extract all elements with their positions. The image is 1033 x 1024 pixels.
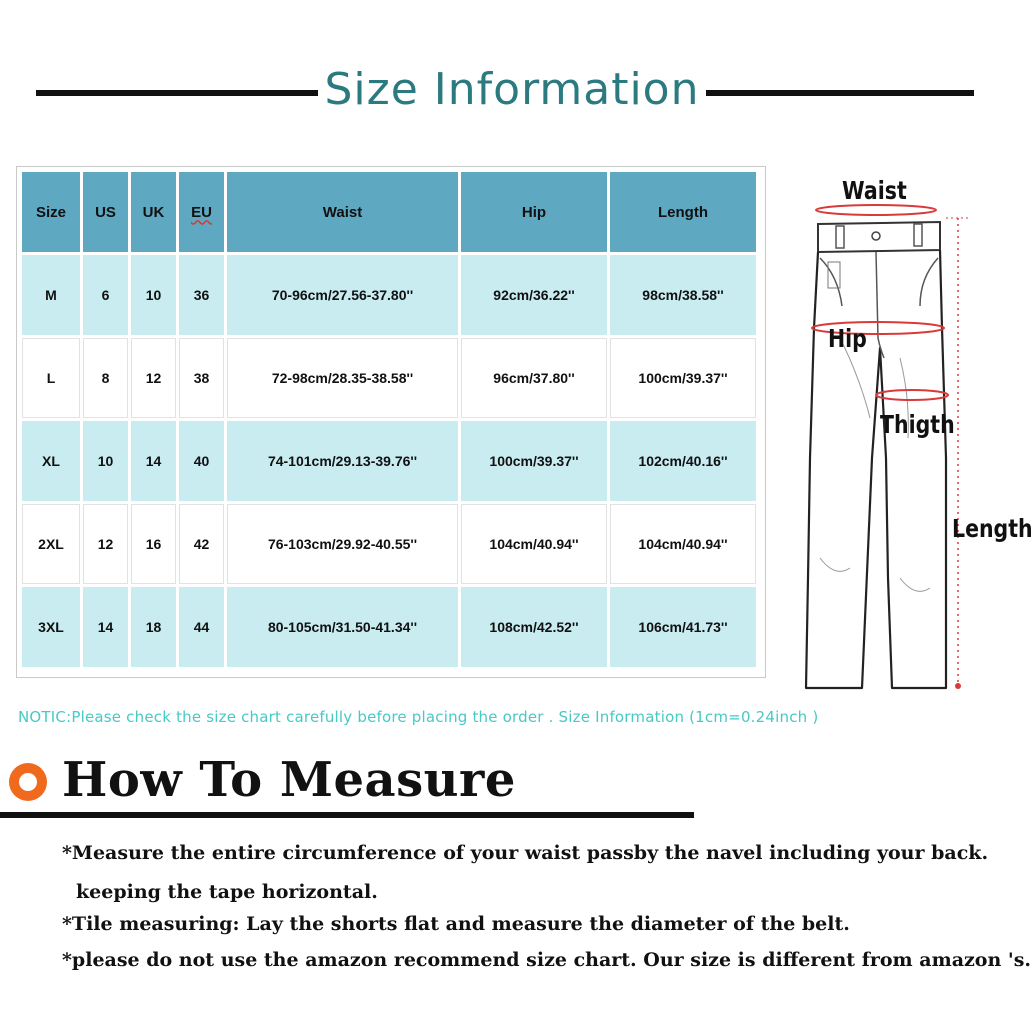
fly-seam <box>876 252 884 358</box>
header-eu: EU <box>179 172 224 252</box>
waist-label: Waist <box>842 176 907 205</box>
cell-size: 2XL <box>22 504 80 584</box>
cell-hip: 104cm/40.94'' <box>461 504 607 584</box>
header-uk: UK <box>131 172 176 252</box>
size-table <box>19 169 759 670</box>
title-rule-left <box>36 90 318 96</box>
instruction-line: *Measure the entire circumference of your waist passby the navel including your back. <box>62 842 989 864</box>
cell-us: 8 <box>83 338 128 418</box>
cell-length: 102cm/40.16'' <box>610 421 756 501</box>
cell-uk: 10 <box>131 255 176 335</box>
cell-uk: 16 <box>131 504 176 584</box>
instruction-line: *please do not use the amazon recommend size chart. Our size is different from amazon 's. <box>62 949 1032 971</box>
belt-loop-left <box>836 226 844 248</box>
cell-waist: 74-101cm/29.13-39.76'' <box>227 421 458 501</box>
header-hip: Hip <box>461 172 607 252</box>
instruction-line: *Tile measuring: Lay the shorts flat and measure the diameter of the belt. <box>62 913 850 935</box>
cell-hip: 92cm/36.22'' <box>461 255 607 335</box>
pocket-right <box>920 258 938 306</box>
instruction-line: keeping the tape horizontal. <box>76 881 378 903</box>
coin-pocket <box>828 262 840 288</box>
fold-line <box>900 578 930 591</box>
table-row <box>22 255 756 335</box>
cell-uk: 12 <box>131 338 176 418</box>
table-row <box>22 587 756 667</box>
cell-waist: 76-103cm/29.92-40.55'' <box>227 504 458 584</box>
header-length: Length <box>610 172 756 252</box>
title-rule-right <box>706 90 974 96</box>
thigh-label: Thigth <box>880 410 955 439</box>
table-row <box>22 421 756 501</box>
cell-hip: 96cm/37.80'' <box>461 338 607 418</box>
button-icon <box>872 232 880 240</box>
pocket-left <box>820 258 842 306</box>
pants-outline <box>806 250 946 688</box>
cell-length: 106cm/41.73'' <box>610 587 756 667</box>
page-title: Size Information <box>324 64 700 115</box>
how-to-measure-rule <box>0 812 694 818</box>
size-table-frame <box>16 166 766 678</box>
cell-eu: 38 <box>179 338 224 418</box>
cell-eu: 36 <box>179 255 224 335</box>
pants-measurement-diagram <box>780 158 1033 698</box>
cell-us: 6 <box>83 255 128 335</box>
cell-size: L <box>22 338 80 418</box>
length-label: Length <box>952 514 1033 543</box>
cell-size: M <box>22 255 80 335</box>
header-size: Size <box>22 172 80 252</box>
cell-eu: 44 <box>179 587 224 667</box>
cell-size: 3XL <box>22 587 80 667</box>
length-end-dot <box>955 683 961 689</box>
table-row <box>22 504 756 584</box>
waist-measure-ring <box>816 205 936 215</box>
cell-uk: 14 <box>131 421 176 501</box>
cell-length: 98cm/38.58'' <box>610 255 756 335</box>
hip-label: Hip <box>828 324 867 353</box>
cell-uk: 18 <box>131 587 176 667</box>
cell-length: 104cm/40.94'' <box>610 504 756 584</box>
thigh-measure-ring <box>876 390 948 400</box>
cell-size: XL <box>22 421 80 501</box>
header-us: US <box>83 172 128 252</box>
cell-eu: 40 <box>179 421 224 501</box>
cell-waist: 70-96cm/27.56-37.80'' <box>227 255 458 335</box>
header-waist: Waist <box>227 172 458 252</box>
cell-waist: 72-98cm/28.35-38.58'' <box>227 338 458 418</box>
orange-circle-bullet-icon <box>6 760 50 804</box>
cell-us: 12 <box>83 504 128 584</box>
title-bar <box>0 60 1024 130</box>
cell-hip: 100cm/39.37'' <box>461 421 607 501</box>
cell-length: 100cm/39.37'' <box>610 338 756 418</box>
cell-hip: 108cm/42.52'' <box>461 587 607 667</box>
fold-line <box>820 558 850 571</box>
cell-us: 10 <box>83 421 128 501</box>
belt-loop-right <box>914 224 922 246</box>
table-row <box>22 338 756 418</box>
size-notice: NOTIC:Please check the size chart carefully before placing the order . Size Information (1cm=0.24inch ) <box>18 708 819 726</box>
cell-eu: 42 <box>179 504 224 584</box>
cell-us: 14 <box>83 587 128 667</box>
table-header-row <box>22 172 756 252</box>
how-to-measure-title: How To Measure <box>62 752 516 808</box>
cell-waist: 80-105cm/31.50-41.34'' <box>227 587 458 667</box>
